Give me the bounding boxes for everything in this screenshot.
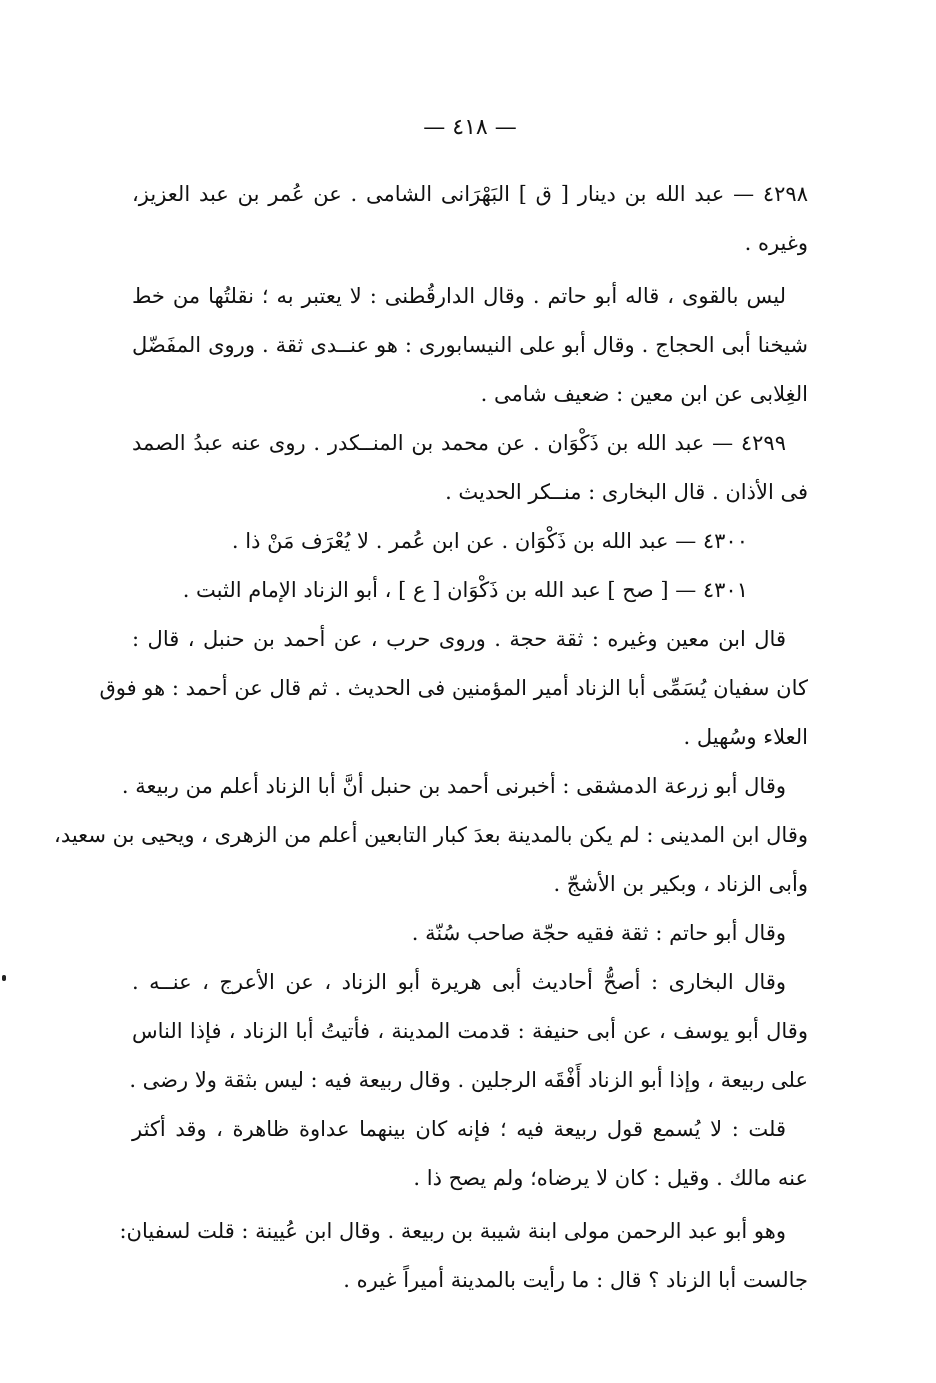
text-line: العلاء وسُهيل . <box>683 725 808 749</box>
text-line: على ربيعة ، وإذا أبو الزناد أَفْقَه الرجلين . وقال ربيعة فيه : ليس بثقة ولا رضى . <box>129 1068 808 1092</box>
text-line: وقال ابن المدينى : لم يكن بالمدينة بعدَ كبار التابعين أعلم من الزهرى ، ويحيى بن سعيد، <box>54 823 808 847</box>
text-line: فى الأذان . قال البخارى : منــكر الحديث . <box>445 480 808 504</box>
document-page <box>54 108 808 1308</box>
text-line: وقال البخارى : أصحُّ أحاديث أبى هريرة أبو الزناد ، عن الأعرج ، عنــه . <box>132 970 786 994</box>
text-line: الغِلابى عن ابن معين : ضعيف شامى . <box>480 382 808 406</box>
text-line: وقال أبو يوسف ، عن أبى حنيفة : قدمت المدينة ، فأتيتُ أبا الزناد ، فإذا الناس <box>132 1019 808 1043</box>
text-line: شيخنا أبى الحجاج . وقال أبو على النيسابورى : هو عنــدى ثقة . وروى المفَضّل <box>132 333 808 357</box>
scan-edge-mark <box>2 975 6 981</box>
text-line: وغيره . <box>744 231 808 255</box>
text-line: وأبى الزناد ، وبكير بن الأشجّ . <box>553 872 808 896</box>
text-line: ٤٣٠٠ — عبد الله بن ذَكْوَان . عن ابن عُمر . لا يُعْرَف مَنْ ذا . <box>231 529 748 553</box>
text-line: قلت : لا يُسمع قول ربيعة فيه ؛ فإنه كان بينهما عداوة ظاهرة ، وقد أكثر <box>132 1117 786 1141</box>
text-line: ٤٣٠١ — [ صح ] عبد الله بن ذَكْوَان [ ع ] ، أبو الزناد الإمام الثبت . <box>182 578 748 602</box>
text-line: جالست أبا الزناد ؟ قال : ما رأيت بالمدينة أميراً غيره . <box>343 1268 808 1292</box>
page-number: — ٤١٨ — <box>423 115 517 140</box>
text-line: قال ابن معين وغيره : ثقة حجة . وروى حرب ، عن أحمد بن حنبل ، قال : <box>132 627 786 651</box>
text-line: وقال أبو زرعة الدمشقى : أخبرنى أحمد بن حنبل أنَّ أبا الزناد أعلم من ربيعة . <box>121 774 786 798</box>
text-line: ٤٢٩٨ — عبد الله بن دينار [ ق ] البَهْرَانى الشامى . عن عُمر بن عبد العزيز، <box>132 182 808 206</box>
text-line: ليس بالقوى ، قاله أبو حاتم . وقال الدارقُطنى : لا يعتبر به ؛ نقلتُها من خط <box>132 284 786 308</box>
text-line: ٤٢٩٩ — عبد الله بن ذَكْوَان . عن محمد بن المنــكدر . روى عنه عبدُ الصمد <box>132 431 786 455</box>
text-line: كان سفيان يُسَمِّى أبا الزناد أمير المؤمنين فى الحديث . ثم قال عن أحمد : هو فوق <box>99 676 808 700</box>
text-body <box>54 170 808 1305</box>
text-line: وهو أبو عبد الرحمن مولى ابنة شيبة بن ربيعة . وقال ابن عُيينة : قلت لسفيان: <box>119 1219 786 1243</box>
text-line: عنه مالك . وقيل : كان لا يرضاه؛ ولم يصح ذا . <box>413 1166 808 1190</box>
text-line: وقال أبو حاتم : ثقة فقيه حجّة صاحب سُنّة . <box>411 921 786 945</box>
